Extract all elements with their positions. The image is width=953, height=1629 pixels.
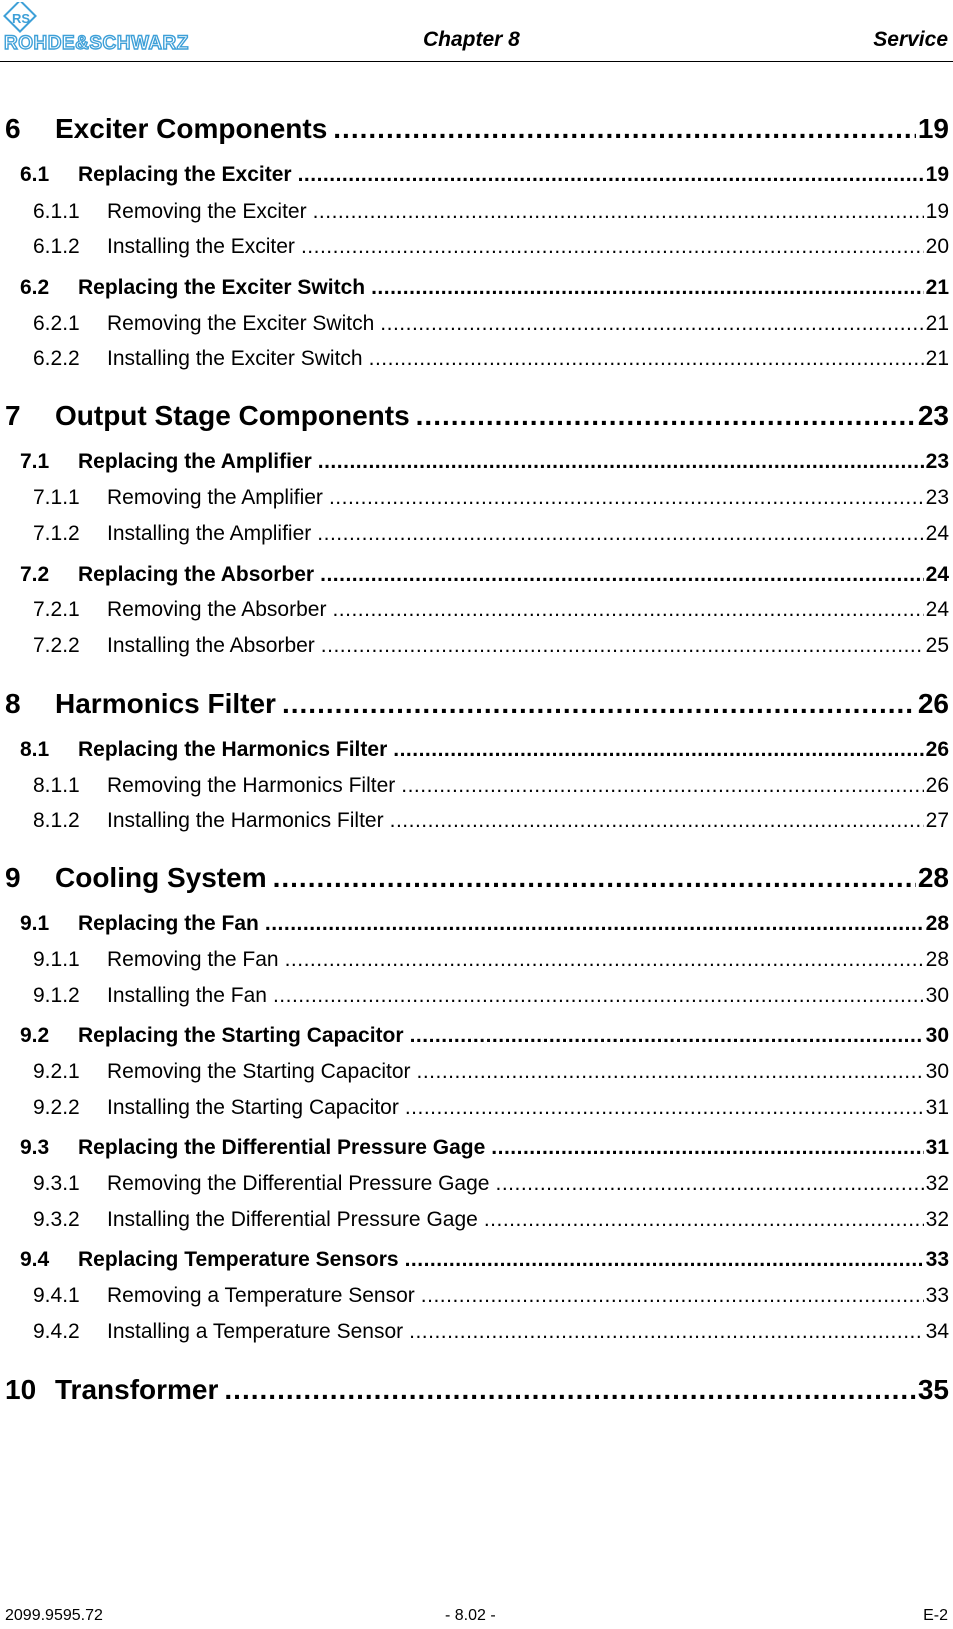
- toc-dot-leader: [285, 948, 924, 972]
- toc-entry[interactable]: [0, 235, 949, 263]
- toc-entry-title[interactable]: Installing a Temperature Sensor: [107, 1320, 404, 1343]
- toc-entry-number: 8.1.1: [33, 774, 80, 797]
- toc-entry-number: 9.4.2: [33, 1320, 80, 1343]
- toc-dot-leader: [224, 1374, 915, 1406]
- header-divider: [0, 61, 953, 62]
- toc-entry-page[interactable]: 19: [925, 200, 949, 223]
- toc-entry-title[interactable]: Removing the Exciter: [107, 200, 307, 223]
- toc-entry-page[interactable]: 32: [925, 1172, 949, 1195]
- toc-dot-leader: [484, 1208, 924, 1232]
- rohde-schwarz-logo: [2, 2, 232, 52]
- toc-entry-title[interactable]: Replacing the Fan: [78, 912, 259, 935]
- toc-entry-title[interactable]: Installing the Absorber: [107, 634, 315, 657]
- toc-entry-title[interactable]: Installing the Amplifier: [107, 522, 312, 545]
- toc-entry[interactable]: [0, 312, 949, 340]
- toc-entry-page[interactable]: 21: [925, 312, 949, 335]
- toc-entry-number: 9: [5, 862, 21, 893]
- toc-entry-number: 9.2.2: [33, 1096, 80, 1119]
- toc-dot-leader: [495, 1172, 923, 1196]
- toc-entry[interactable]: [0, 634, 949, 662]
- page-number: - 8.02 -: [445, 1607, 496, 1624]
- toc-entry-number: 9.2: [20, 1024, 50, 1047]
- edition-label: E-2: [923, 1607, 948, 1624]
- toc-dot-leader: [416, 400, 916, 432]
- toc-entry-number: 9.1: [20, 912, 50, 935]
- toc-dot-leader: [393, 738, 923, 762]
- toc-entry-number: 9.1.2: [33, 984, 80, 1007]
- toc-entry[interactable]: [0, 163, 949, 191]
- toc-entry-title[interactable]: Removing the Amplifier: [107, 486, 323, 509]
- toc-dot-leader: [421, 1284, 924, 1308]
- toc-entry[interactable]: [0, 563, 949, 591]
- toc-entry[interactable]: [0, 486, 949, 514]
- toc-entry-number: 9.4: [20, 1248, 50, 1271]
- toc-entry-number: 6.1.1: [33, 200, 80, 223]
- toc-entry-page[interactable]: 30: [925, 1024, 949, 1047]
- toc-entry-number: 9.1.1: [33, 948, 80, 971]
- toc-entry-page[interactable]: 28: [925, 912, 949, 935]
- toc-entry[interactable]: [0, 1208, 949, 1236]
- toc-entry-title[interactable]: Exciter Components: [55, 113, 328, 144]
- toc-entry-page[interactable]: 30: [925, 1060, 949, 1083]
- toc-entry[interactable]: [0, 200, 949, 228]
- toc-entry-number: 6.2: [20, 276, 50, 299]
- toc-entry[interactable]: [0, 1320, 949, 1348]
- toc-entry[interactable]: [0, 1374, 949, 1410]
- toc-entry-title[interactable]: Replacing the Starting Capacitor: [78, 1024, 404, 1047]
- toc-entry[interactable]: [0, 1024, 949, 1052]
- toc-entry-page[interactable]: 31: [925, 1096, 949, 1119]
- toc-entry-title[interactable]: Installing the Starting Capacitor: [107, 1096, 399, 1119]
- toc-entry-title[interactable]: Removing the Absorber: [107, 598, 327, 621]
- toc-entry[interactable]: [0, 400, 949, 436]
- toc-dot-leader: [380, 312, 923, 336]
- toc-entry-number: 7.1.2: [33, 522, 80, 545]
- toc-dot-leader: [417, 1060, 924, 1084]
- toc-dot-leader: [410, 1024, 924, 1048]
- toc-dot-leader: [491, 1136, 923, 1160]
- toc-entry-title[interactable]: Removing a Temperature Sensor: [107, 1284, 415, 1307]
- toc-entry-number: 7.2.2: [33, 634, 80, 657]
- toc-entry-title[interactable]: Removing the Starting Capacitor: [107, 1060, 411, 1083]
- toc-dot-leader: [318, 450, 924, 474]
- toc-entry-page[interactable]: 20: [925, 235, 949, 258]
- toc-entry-page[interactable]: 33: [925, 1248, 949, 1271]
- toc-entry-number: 7.2.1: [33, 598, 80, 621]
- toc-entry-page[interactable]: 26: [925, 774, 949, 797]
- toc-entry-page[interactable]: 31: [925, 1136, 949, 1159]
- toc-dot-leader: [282, 688, 916, 720]
- toc-entry-title[interactable]: Replacing Temperature Sensors: [78, 1248, 399, 1271]
- toc-entry-number: 10: [5, 1374, 37, 1405]
- toc-entry-page[interactable]: 26: [917, 688, 949, 719]
- toc-entry[interactable]: [0, 113, 949, 149]
- toc-entry[interactable]: [0, 948, 949, 976]
- toc-entry-number: 7.1: [20, 450, 50, 473]
- toc-entry-title[interactable]: Installing the Exciter: [107, 235, 295, 258]
- toc-entry-title[interactable]: Cooling System: [55, 862, 267, 893]
- toc-dot-leader: [321, 634, 924, 658]
- toc-dot-leader: [409, 1320, 924, 1344]
- toc-entry[interactable]: [0, 738, 949, 766]
- toc-entry[interactable]: [0, 688, 949, 724]
- toc-entry-page[interactable]: 19: [917, 113, 949, 144]
- toc-entry-title[interactable]: Replacing the Exciter Switch: [78, 276, 366, 299]
- toc-entry[interactable]: [0, 1096, 949, 1124]
- toc-dot-leader: [265, 912, 924, 936]
- toc-entry-title[interactable]: Replacing the Absorber: [78, 563, 315, 586]
- toc-entry-number: 7.1.1: [33, 486, 80, 509]
- toc-entry-title[interactable]: Harmonics Filter: [55, 688, 276, 719]
- rohde-schwarz-logo-graphic: [2, 2, 232, 52]
- toc-entry-number: 6.2.1: [33, 312, 80, 335]
- toc-dot-leader: [317, 522, 923, 546]
- toc-entry-number: 9.3.1: [33, 1172, 80, 1195]
- toc-dot-leader: [401, 774, 923, 798]
- toc-entry-title[interactable]: Replacing the Exciter: [78, 163, 292, 186]
- svg-text:RS: RS: [12, 11, 31, 26]
- toc-entry-page[interactable]: 34: [925, 1320, 949, 1343]
- toc-entry[interactable]: [0, 809, 949, 837]
- toc-entry-page[interactable]: 26: [925, 738, 949, 761]
- toc-dot-leader: [329, 486, 924, 510]
- toc-dot-leader: [320, 563, 924, 587]
- toc-entry-page[interactable]: 23: [917, 400, 949, 431]
- toc-entry-page[interactable]: 21: [925, 276, 949, 299]
- toc-entry[interactable]: [0, 347, 949, 375]
- toc-entry[interactable]: [0, 984, 949, 1012]
- toc-entry-number: 7: [5, 400, 21, 431]
- toc-entry-page[interactable]: 27: [925, 809, 949, 832]
- logo-wordmark: ROHDE&SCHWARZ: [4, 33, 189, 52]
- toc-entry[interactable]: [0, 1060, 949, 1088]
- toc-entry-title[interactable]: Transformer: [55, 1374, 219, 1405]
- toc-entry-number: 7.2: [20, 563, 50, 586]
- toc-entry-page[interactable]: 24: [925, 598, 949, 621]
- toc-entry-number: 6.1: [20, 163, 50, 186]
- toc-entry-title[interactable]: Installing the Exciter Switch: [107, 347, 363, 370]
- toc-entry-page[interactable]: 24: [925, 522, 949, 545]
- toc-dot-leader: [273, 862, 916, 894]
- toc-entry-title[interactable]: Installing the Harmonics Filter: [107, 809, 384, 832]
- toc-entry[interactable]: [0, 774, 949, 802]
- toc-dot-leader: [273, 984, 924, 1008]
- toc-entry-page[interactable]: 23: [925, 450, 949, 473]
- toc-entry[interactable]: [0, 1172, 949, 1200]
- toc-entry-title[interactable]: Removing the Exciter Switch: [107, 312, 375, 335]
- toc-entry-page[interactable]: 25: [925, 634, 949, 657]
- toc-dot-leader: [301, 235, 924, 259]
- toc-entry-number: 9.2.1: [33, 1060, 80, 1083]
- toc-entry-title[interactable]: Removing the Harmonics Filter: [107, 774, 396, 797]
- section-label: Service: [873, 28, 948, 51]
- toc-entry-title[interactable]: Removing the Fan: [107, 948, 279, 971]
- toc-dot-leader: [390, 809, 924, 833]
- chapter-label: Chapter 8: [423, 28, 520, 51]
- toc-entry-title[interactable]: Removing the Differential Pressure Gage: [107, 1172, 490, 1195]
- toc-entry-page[interactable]: 28: [925, 948, 949, 971]
- toc-entry-number: 9.3: [20, 1136, 50, 1159]
- toc-dot-leader: [369, 347, 924, 371]
- toc-entry-title[interactable]: Output Stage Components: [55, 400, 410, 431]
- toc-entry-title[interactable]: Replacing the Amplifier: [78, 450, 312, 473]
- toc-entry[interactable]: [0, 598, 949, 626]
- toc-dot-leader: [405, 1248, 924, 1272]
- toc-entry-title[interactable]: Installing the Differential Pressure Gage: [107, 1208, 478, 1231]
- toc-entry-title[interactable]: Replacing the Differential Pressure Gage: [78, 1136, 486, 1159]
- toc-entry-page[interactable]: 19: [925, 163, 949, 186]
- toc-entry[interactable]: [0, 1136, 949, 1164]
- toc-entry[interactable]: [0, 450, 949, 478]
- toc-dot-leader: [405, 1096, 924, 1120]
- toc-entry-number: 6.2.2: [33, 347, 80, 370]
- toc-entry-number: 6.1.2: [33, 235, 80, 258]
- toc-entry-title[interactable]: Installing the Fan: [107, 984, 267, 1007]
- toc-entry[interactable]: [0, 276, 949, 304]
- toc-entry-page[interactable]: 32: [925, 1208, 949, 1231]
- toc-entry-number: 6: [5, 113, 21, 144]
- toc-entry-number: 8: [5, 688, 21, 719]
- toc-entry[interactable]: [0, 912, 949, 940]
- toc-entry-title[interactable]: Replacing the Harmonics Filter: [78, 738, 388, 761]
- toc-entry[interactable]: [0, 1248, 949, 1276]
- document-number: 2099.9595.72: [5, 1607, 103, 1624]
- toc-dot-leader: [332, 598, 923, 622]
- toc-entry-page[interactable]: 30: [925, 984, 949, 1007]
- toc-dot-leader: [313, 200, 924, 224]
- toc-entry-page[interactable]: 21: [925, 347, 949, 370]
- toc-entry[interactable]: [0, 862, 949, 898]
- toc-entry-page[interactable]: 28: [917, 862, 949, 893]
- toc-entry-number: 8.1.2: [33, 809, 80, 832]
- page-header: [0, 0, 953, 62]
- toc-dot-leader: [371, 276, 924, 300]
- toc-entry-page[interactable]: 35: [917, 1374, 949, 1405]
- toc-entry-number: 9.4.1: [33, 1284, 80, 1307]
- toc-dot-leader: [298, 163, 924, 187]
- toc-entry-page[interactable]: 23: [925, 486, 949, 509]
- toc-entry-page[interactable]: 33: [925, 1284, 949, 1307]
- toc-entry-number: 9.3.2: [33, 1208, 80, 1231]
- toc-entry[interactable]: [0, 522, 949, 550]
- toc-dot-leader: [333, 113, 916, 145]
- toc-entry[interactable]: [0, 1284, 949, 1312]
- toc-entry-number: 8.1: [20, 738, 50, 761]
- toc-entry-page[interactable]: 24: [925, 563, 949, 586]
